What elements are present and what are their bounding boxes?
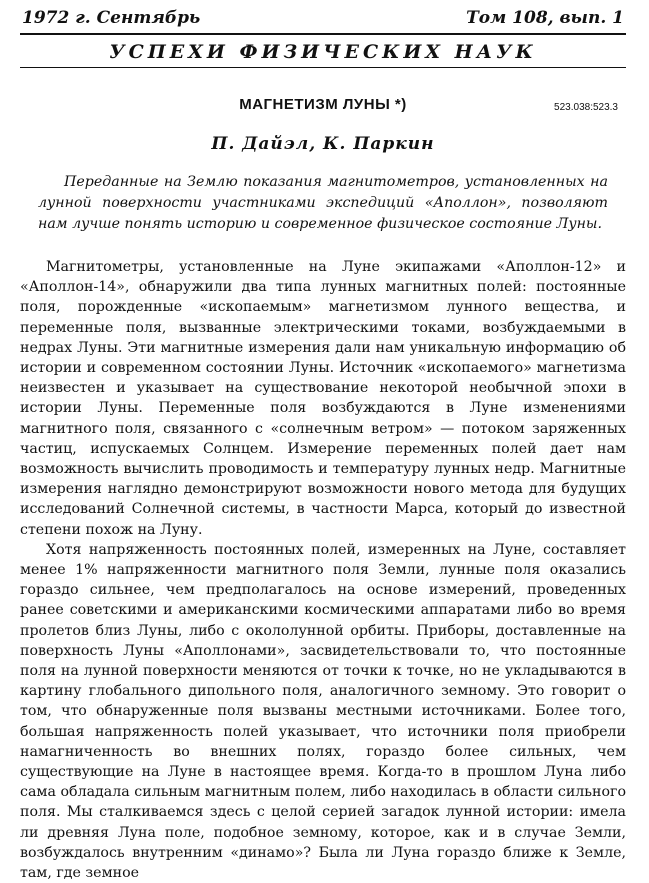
journal-page <box>20 6 626 883</box>
article-body <box>20 257 626 883</box>
header-rule <box>20 33 626 35</box>
journal-title: УСПЕХИ ФИЗИЧЕСКИХ НАУК <box>109 41 537 63</box>
journal-rule <box>20 67 626 68</box>
title-row <box>20 96 626 120</box>
body-paragraph-1: Магнитометры, установленные на Луне экипажами «Аполлон-12» и «Аполлон-14», обнаружили два типа лунных магнитных полей: постоянные поля, порожденные «ископаемым» магнетизмом лунного вещества, и переменные поля, вызванные электрическими токами, возбуждаемыми в недрах Луны. Эти магнитные измерения дали нам уникальную информацию об истории и современном состоянии Луны. Источник «ископаемого» магнетизма неизвестен и указывает на существование некоторой необычной эпохи в истории Луны. Переменные поля возбуждаются в Луне изменениями магнитного поля, связанного с «солнечным ветром» — потоком заряженных частиц, испускаемых Солнцем. Измерение переменных полей дает нам возможность вычислить проводимость и температуру лунных недр. Магнитные измерения наглядно демонстрируют возможности нового метода для будущих исследований Солнечной системы, в частности Марса, который до известной степени похож на Луну. <box>20 259 626 538</box>
issue-date: 1972 г. Сентябрь <box>22 8 201 28</box>
body-paragraph-2: Хотя напряженность постоянных полей, измеренных на Луне, составляет менее 1% напряженности магнитного поля Земли, лунные поля оказались гораздо сильнее, чем предполагалось на основе измерений, проведенных ранее советскими и американскими космическими аппаратами либо во время пролетов близ Луны, либо с окололунной орбиты. Приборы, доставленные на поверхность Луны «Аполлонами», засвидетельствовали то, что постоянные поля на лунной поверхности меняются от точки к точке, но не укладываются в картину глобального дипольного поля, аналогичного земному. Это говорит о том, что обнаруженные поля вызваны местными источниками. Более того, большая напряженность полей указывает, что источники поля приобрели намагниченность во внешних полях, гораздо более сильных, чем существующие на Луне в настоящее время. Когда-то в прошлом Луна либо сама обладала сильным магнитным полем, либо находилась в области сильного поля. Мы сталкиваемся здесь с целой серией загадок лунной истории: имела ли древняя Луна поле, подобное земному, которое, как и в случае Земли, возбуждалось внутренним «динамо»? Была ли Луна гораздо ближе к Земле, там, где земное <box>20 541 626 882</box>
article-title: МАГНЕТИЗМ ЛУНЫ *) <box>239 96 407 113</box>
article-authors: П. Дайэл, К. Паркин <box>211 134 435 154</box>
udc-code: 523.038:523.3 <box>554 102 618 113</box>
volume-info: Том 108, вып. 1 <box>466 8 624 28</box>
page-header <box>20 6 626 31</box>
article-abstract: Переданные на Землю показания магнитометров, установленных на лунной поверхности участниками экспедиций «Аполлон», позволяют нам лучше понять историю и современное физическое состояние Луны. <box>38 174 608 232</box>
